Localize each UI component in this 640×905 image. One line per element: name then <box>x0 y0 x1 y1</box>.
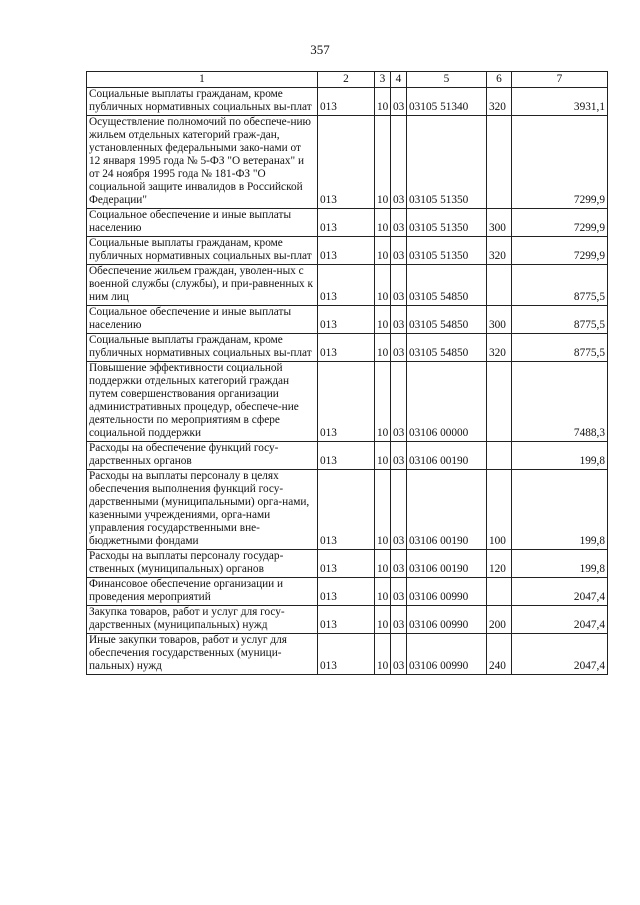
section-code: 10 <box>375 116 391 209</box>
ministry-code: 013 <box>318 606 375 634</box>
item-name: Социальные выплаты гражданам, кроме публичных нормативных социальных вы-плат <box>87 334 318 362</box>
target-article-code: 03106 00190 <box>407 442 487 470</box>
item-name: Повышение эффективности социальной поддержки отдельных категорий граждан путем совершенствования организации административных процедур, обеспече-ние деятельности по мероприятиям в сфере социальной поддержки <box>87 362 318 442</box>
ministry-code: 013 <box>318 550 375 578</box>
ministry-code: 013 <box>318 237 375 265</box>
section-code: 10 <box>375 88 391 116</box>
section-code: 10 <box>375 634 391 675</box>
amount: 2047,4 <box>512 606 608 634</box>
column-header: 1 <box>87 72 318 88</box>
expense-type-code: 240 <box>487 634 512 675</box>
column-header: 4 <box>391 72 407 88</box>
subsection-code: 03 <box>391 634 407 675</box>
table-row <box>87 470 608 550</box>
column-header: 7 <box>512 72 608 88</box>
target-article-code: 03106 00190 <box>407 550 487 578</box>
ministry-code: 013 <box>318 442 375 470</box>
ministry-code: 013 <box>318 209 375 237</box>
item-name: Социальное обеспечение и иные выплаты населению <box>87 209 318 237</box>
ministry-code: 013 <box>318 116 375 209</box>
target-article-code: 03106 00990 <box>407 634 487 675</box>
amount: 8775,5 <box>512 334 608 362</box>
subsection-code: 03 <box>391 116 407 209</box>
table-row <box>87 442 608 470</box>
target-article-code: 03105 51350 <box>407 237 487 265</box>
item-name: Осуществление полномочий по обеспече-нию жильем отдельных категорий граж-дан, установленных федеральными зако-нами от 12 января 1995 года № 5-ФЗ "О ветеранах" и от 24 ноября 1995 года № 181-ФЗ "О социальной защите инвалидов в Российской Федерации" <box>87 116 318 209</box>
amount: 8775,5 <box>512 306 608 334</box>
ministry-code: 013 <box>318 634 375 675</box>
subsection-code: 03 <box>391 550 407 578</box>
subsection-code: 03 <box>391 470 407 550</box>
ministry-code: 013 <box>318 88 375 116</box>
expense-type-code: 300 <box>487 209 512 237</box>
ministry-code: 013 <box>318 334 375 362</box>
expense-type-code: 320 <box>487 88 512 116</box>
subsection-code: 03 <box>391 442 407 470</box>
target-article-code: 03106 00990 <box>407 578 487 606</box>
subsection-code: 03 <box>391 237 407 265</box>
ministry-code: 013 <box>318 265 375 306</box>
subsection-code: 03 <box>391 606 407 634</box>
table-row <box>87 265 608 306</box>
item-name: Обеспечение жильем граждан, уволен-ных с военной службы (службы), и при-равненных к ним лиц <box>87 265 318 306</box>
expense-type-code: 200 <box>487 606 512 634</box>
section-code: 10 <box>375 306 391 334</box>
column-header: 3 <box>375 72 391 88</box>
amount: 7488,3 <box>512 362 608 442</box>
page-number: 357 <box>310 42 330 57</box>
section-code: 10 <box>375 334 391 362</box>
section-code: 10 <box>375 209 391 237</box>
ministry-code: 013 <box>318 362 375 442</box>
subsection-code: 03 <box>391 334 407 362</box>
budget-table <box>86 71 608 675</box>
target-article-code: 03106 00990 <box>407 606 487 634</box>
expense-type-code <box>487 578 512 606</box>
column-header: 6 <box>487 72 512 88</box>
section-code: 10 <box>375 442 391 470</box>
amount: 199,8 <box>512 550 608 578</box>
table-row <box>87 334 608 362</box>
target-article-code: 03105 54850 <box>407 306 487 334</box>
item-name: Расходы на выплаты персоналу в целях обеспечения выполнения функций госу-дарственными (муниципальными) орга-нами, казенными учреждениями, орга-нами управления государственными вне-бюджетными фондами <box>87 470 318 550</box>
table-row <box>87 606 608 634</box>
section-code: 10 <box>375 578 391 606</box>
expense-type-code: 320 <box>487 237 512 265</box>
subsection-code: 03 <box>391 209 407 237</box>
expense-type-code <box>487 116 512 209</box>
table-row <box>87 578 608 606</box>
amount: 199,8 <box>512 442 608 470</box>
item-name: Расходы на обеспечение функций госу-дарственных органов <box>87 442 318 470</box>
expense-type-code: 120 <box>487 550 512 578</box>
target-article-code: 03105 54850 <box>407 334 487 362</box>
header-row <box>87 72 608 88</box>
amount: 2047,4 <box>512 578 608 606</box>
amount: 7299,9 <box>512 237 608 265</box>
ministry-code: 013 <box>318 470 375 550</box>
expense-type-code: 320 <box>487 334 512 362</box>
amount: 2047,4 <box>512 634 608 675</box>
target-article-code: 03105 51350 <box>407 116 487 209</box>
subsection-code: 03 <box>391 88 407 116</box>
section-code: 10 <box>375 237 391 265</box>
column-header: 2 <box>318 72 375 88</box>
table-row <box>87 237 608 265</box>
item-name: Социальные выплаты гражданам, кроме публичных нормативных социальных вы-плат <box>87 88 318 116</box>
table-body <box>87 88 608 675</box>
table-row <box>87 209 608 237</box>
expense-type-code <box>487 442 512 470</box>
subsection-code: 03 <box>391 362 407 442</box>
table-row <box>87 362 608 442</box>
subsection-code: 03 <box>391 578 407 606</box>
target-article-code: 03106 00190 <box>407 470 487 550</box>
section-code: 10 <box>375 606 391 634</box>
table-row <box>87 550 608 578</box>
column-header: 5 <box>407 72 487 88</box>
subsection-code: 03 <box>391 306 407 334</box>
section-code: 10 <box>375 362 391 442</box>
amount: 7299,9 <box>512 209 608 237</box>
target-article-code: 03105 54850 <box>407 265 487 306</box>
amount: 7299,9 <box>512 116 608 209</box>
ministry-code: 013 <box>318 306 375 334</box>
item-name: Закупка товаров, работ и услуг для госу-дарственных (муниципальных) нужд <box>87 606 318 634</box>
item-name: Расходы на выплаты персоналу государ-ственных (муниципальных) органов <box>87 550 318 578</box>
table-row <box>87 116 608 209</box>
table-row <box>87 634 608 675</box>
expense-type-code <box>487 362 512 442</box>
expense-type-code: 300 <box>487 306 512 334</box>
amount: 8775,5 <box>512 265 608 306</box>
ministry-code: 013 <box>318 578 375 606</box>
table-row <box>87 306 608 334</box>
expense-type-code <box>487 265 512 306</box>
target-article-code: 03105 51350 <box>407 209 487 237</box>
section-code: 10 <box>375 470 391 550</box>
target-article-code: 03105 51340 <box>407 88 487 116</box>
target-article-code: 03106 00000 <box>407 362 487 442</box>
table-row <box>87 88 608 116</box>
section-code: 10 <box>375 265 391 306</box>
item-name: Социальное обеспечение и иные выплаты населению <box>87 306 318 334</box>
section-code: 10 <box>375 550 391 578</box>
amount: 3931,1 <box>512 88 608 116</box>
subsection-code: 03 <box>391 265 407 306</box>
expense-type-code: 100 <box>487 470 512 550</box>
item-name: Иные закупки товаров, работ и услуг для обеспечения государственных (муници-пальных) нужд <box>87 634 318 675</box>
item-name: Финансовое обеспечение организации и проведения мероприятий <box>87 578 318 606</box>
amount: 199,8 <box>512 470 608 550</box>
item-name: Социальные выплаты гражданам, кроме публичных нормативных социальных вы-плат <box>87 237 318 265</box>
